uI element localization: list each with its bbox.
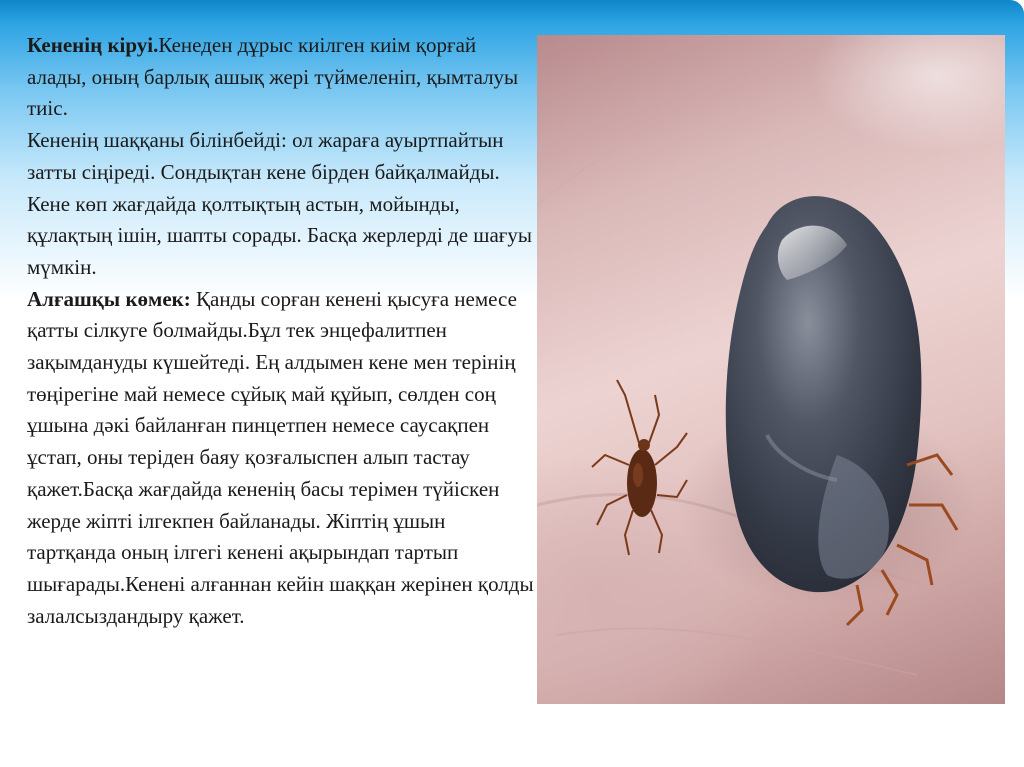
paragraph-first-aid <box>27 284 537 633</box>
heading-tick-entry: Кененің кіруі. <box>27 33 159 57</box>
paragraph-tick-entry <box>27 30 537 125</box>
tick-photo <box>537 35 1005 704</box>
small-tick <box>592 380 687 555</box>
paragraph-tick-bite <box>27 125 537 284</box>
heading-first-aid: Алғашқы көмек: <box>27 286 191 311</box>
text-tick-bite: Кененің шаққаны білінбейді: ол жараға ауыртпайтын затты сіңіреді. Сондықтан кене бірден байқалмайды. Кене көп жағдайда қолтықтың астын, мойынды, құлақтың ішін, шапты сорады. Басқа жерлерді де шағуы мүмкін. <box>27 128 532 279</box>
text-first-aid: Қанды сорған кенені қысуға немесе қатты сілкуге болмайды.Бұл тек энцефалитпен зақымдануды күшейтеді. Ең алдымен кене мен терінің төңірегіне май немесе сұйық май құйып, сөлден соң ұшына дәкі байланған пинцетпен немесе саусақпен ұстап, оны теріден баяу қозғалыспен алып тастау қажет.Басқа жағдайда кененің басы терімен түйіскен жерде жіпті ілгекпен байланады. Жіптің ұшын тартқанда оның ілгегі кенені ақырындап тартып шығарады.Кенені алғаннан кейін шаққан жерінен қолды залалсыздандыру қажет. <box>27 286 534 628</box>
tick-illustration <box>537 35 1005 704</box>
article-text <box>27 30 537 632</box>
skin-crease <box>557 629 917 675</box>
skin-crease <box>537 95 707 205</box>
text-tick-entry: Кенеден дұрыс киілген киім қорғай алады, оның барлық ашық жері түймеленіп, қымталуы тиіс. <box>27 33 519 121</box>
